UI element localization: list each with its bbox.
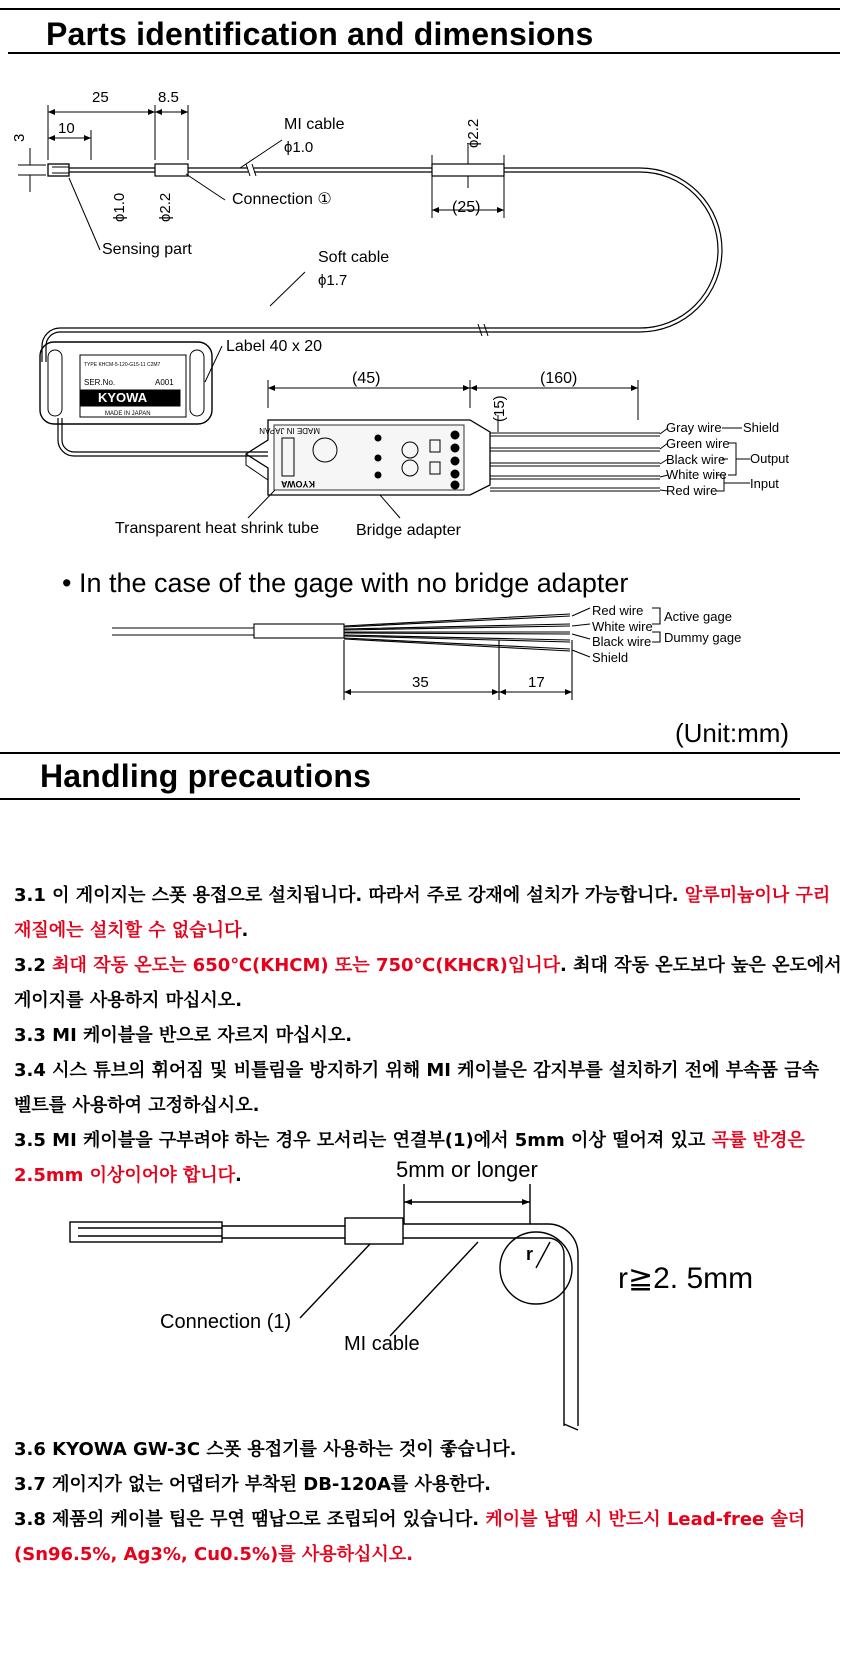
- heat-shrink-label: Transparent heat shrink tube: [115, 520, 319, 537]
- precaution-3-8: 3.8 제품의 케이블 팁은 무연 땜납으로 조립되어 있습니다. 케이블 납땜 시 반드시 Lead-free 솔더(Sn96.5%, Ag3%, Cu0.5%)를 사용하십시오.: [14, 1509, 806, 1565]
- parts-header: [0, 8, 840, 56]
- gage-dimension-diagram: [0, 70, 866, 630]
- nb-white-wire: White wire: [592, 619, 653, 634]
- red-wire-label: Red wire: [666, 483, 718, 498]
- precaution-3-5: 3.5 MI 케이블을 구부려야 하는 경우 모서리는 연결부(1)에서 5mm 이상 떨어져 있고 곡률 반경은 2.5mm 이상이어야 합니다.: [14, 1130, 805, 1186]
- label-type-text: TYPE KHCM-5-120-G15-11 C2M7: [84, 362, 161, 368]
- dim-25: 25: [92, 89, 109, 106]
- gray-wire-label: Gray wire: [666, 420, 722, 435]
- dim-45: (45): [352, 370, 381, 387]
- label-size: Label 40 x 20: [226, 338, 323, 355]
- dim-10: 10: [58, 120, 75, 137]
- header-rule-bottom: [8, 52, 840, 54]
- active-gage-label: Active gage: [664, 609, 732, 624]
- precaution-3-3: 3.3 MI 케이블을 반으로 자르지 마십시오.: [14, 1025, 353, 1046]
- connection-1-label: Connection ①: [232, 191, 332, 208]
- precaution-3-6: 3.6 KYOWA GW-3C 스폿 용접기를 사용하는 것이 좋습니다.: [14, 1439, 517, 1460]
- shield-label: Shield: [743, 420, 780, 435]
- precaution-3-7: 3.7 게이지가 없는 어댑터가 부착된 DB-120A를 사용한다.: [14, 1474, 491, 1495]
- radius-r: r: [526, 1244, 534, 1264]
- label-brand: KYOWA: [98, 390, 148, 405]
- label-ser-value: A001: [155, 378, 174, 387]
- handling-title: Handling precautions: [40, 758, 372, 794]
- dim-160: (160): [540, 370, 578, 387]
- dummy-gage-label: Dummy gage: [664, 630, 742, 645]
- output-label: Output: [750, 451, 790, 466]
- header-rule-bottom: [0, 798, 800, 800]
- dim-15: (15): [491, 395, 508, 422]
- black-wire-label: Black wire: [666, 452, 726, 467]
- five-mm-longer-label: 5mm or longer: [396, 1158, 538, 1182]
- sensing-part-label: Sensing part: [102, 241, 192, 258]
- dim-phi-2-2-connection: ϕ2.2: [157, 192, 174, 222]
- input-label: Input: [750, 476, 779, 491]
- handling-header: [0, 752, 840, 804]
- dim-3: 3: [11, 133, 28, 142]
- mi-cable-phi: ϕ1.0: [284, 139, 314, 156]
- dim-8-5: 8.5: [158, 89, 179, 106]
- mi-cable-bend-label: MI cable: [344, 1333, 420, 1355]
- dim-25-tube: (25): [452, 199, 481, 216]
- pcb-made-in: MADE IN JAPAN: [259, 426, 320, 435]
- nb-red-wire: Red wire: [592, 603, 644, 618]
- no-bridge-diagram: [0, 560, 866, 750]
- pcb-kyowa: KYOWA: [280, 479, 315, 489]
- connection-1-bend-label: Connection (1): [160, 1311, 292, 1333]
- bridge-adapter-label: Bridge adapter: [356, 522, 461, 539]
- green-wire-label: Green wire: [666, 436, 730, 451]
- precautions-list: [14, 878, 842, 1193]
- precautions-list-2: [14, 1432, 842, 1572]
- no-bridge-heading: • In the case of the gage with no bridge adapter: [62, 568, 629, 598]
- white-wire-label: White wire: [666, 467, 727, 482]
- bend-radius-diagram: [0, 1158, 866, 1458]
- dim-17: 17: [528, 674, 545, 691]
- nb-shield: Shield: [592, 650, 629, 665]
- precaution-3-4: 3.4 시스 튜브의 휘어짐 및 비틀림을 방지하기 위해 MI 케이블은 감지부를 설치하기 전에 부속품 금속 벨트를 사용하여 고정하십시오.: [14, 1060, 819, 1116]
- soft-cable-label: Soft cable: [318, 249, 390, 266]
- soft-cable-phi: ϕ1.7: [318, 272, 348, 289]
- unit-label: (Unit:mm): [675, 718, 790, 748]
- header-rule-top: [0, 752, 840, 754]
- header-rule-top: [0, 8, 840, 10]
- dim-phi-2-2-tube: ϕ2.2: [465, 118, 482, 148]
- mi-cable-label: MI cable: [284, 116, 345, 133]
- parts-title: Parts identification and dimensions: [46, 16, 594, 52]
- dim-35: 35: [412, 674, 429, 691]
- precaution-3-1: 3.1 이 게이지는 스폿 용접으로 설치됩니다. 따라서 주로 강재에 설치가 가능합니다. 알루미늄이나 구리 재질에는 설치할 수 없습니다.: [14, 885, 831, 941]
- precaution-3-2: 3.2 최대 작동 온도는 650℃(KHCM) 또는 750℃(KHCR)입니다. 최대 작동 온도보다 높은 온도에서 게이지를 사용하지 마십시오.: [14, 955, 842, 1011]
- dim-phi-1-0-sensing: ϕ1.0: [111, 192, 128, 222]
- radius-value: r≧2. 5mm: [618, 1262, 754, 1295]
- label-ser-no: SER.No.: [84, 378, 116, 387]
- nb-black-wire: Black wire: [592, 634, 652, 649]
- label-made-in: MADE IN JAPAN: [105, 411, 151, 417]
